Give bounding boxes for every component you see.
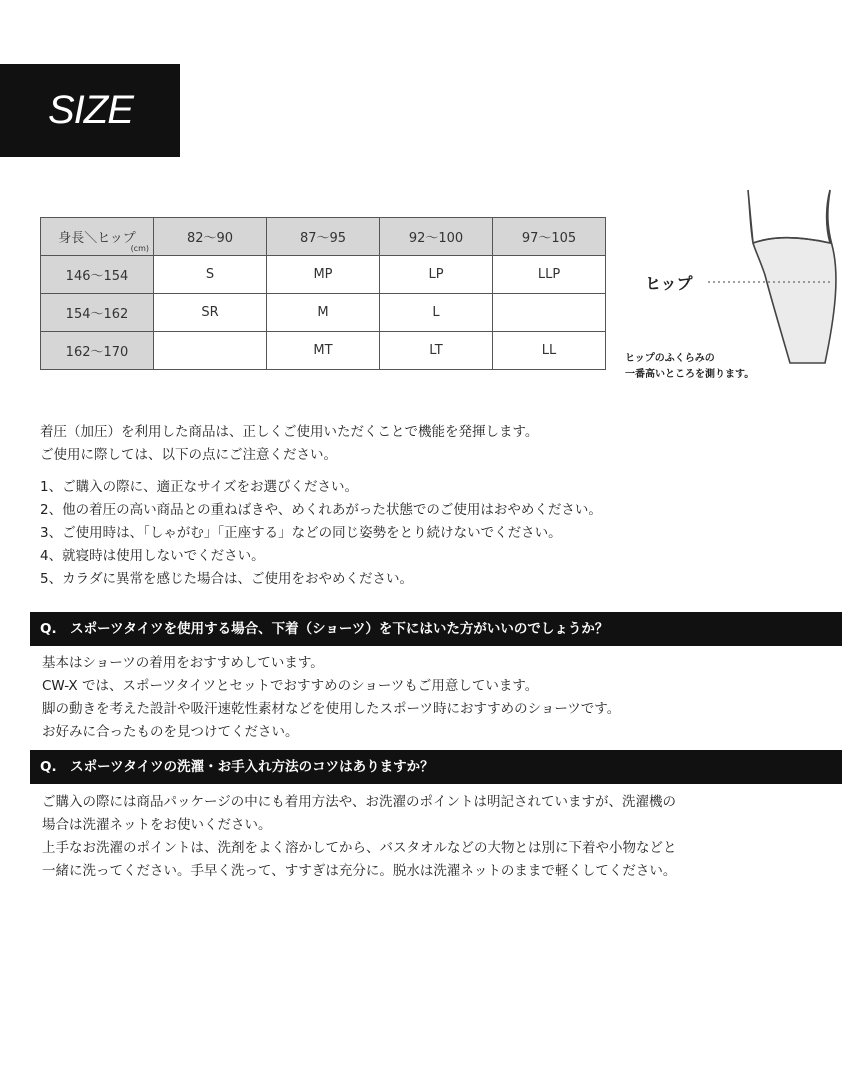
row-header: 146〜154 [41,256,154,294]
table-cell: LL [493,332,606,370]
tights-silhouette [748,190,836,363]
notes-item: 4、就寝時は使用しないでください。 [40,548,265,564]
notes-item: 1、ご購入の際に、適正なサイズをお選びください。 [40,479,359,495]
row-header: 154〜162 [41,294,154,332]
table-cell: LP [380,256,493,294]
row-header: 162〜170 [41,332,154,370]
table-row [41,332,606,370]
faq-answer [42,791,677,883]
hip-note-line: 一番高いところを測ります。 [625,369,755,380]
table-row [41,294,606,332]
column-header: 87〜95 [267,218,380,256]
table-cell: S [154,256,267,294]
table-cell: L [380,294,493,332]
notes-intro: ご使用に際しては、以下の点にご注意ください。 [40,447,337,463]
table-cell: LLP [493,256,606,294]
table-cell: MP [267,256,380,294]
hip-label: ヒップ [645,274,693,293]
notes-item: 3、ご使用時は、「しゃがむ」「正座する」などの同じ姿勢をとり続けないでください。 [40,525,562,541]
answer-line: 脚の動きを考えた設計や吸汗速乾性素材などを使用したスポーツ時におすすめのショーツです。 [42,701,621,717]
table-cell: SR [154,294,267,332]
answer-line: ご購入の際には商品パッケージの中にも着用方法や、お洗濯のポイントは明記されていますが、洗濯機の [42,794,676,810]
answer-line: 基本はショーツの着用をおすすめしています。 [42,655,324,671]
table-cell: M [267,294,380,332]
answer-line: 場合は洗濯ネットをお使いください。 [42,817,272,833]
table-cell: MT [267,332,380,370]
usage-notes [40,421,602,591]
faq-answer [42,652,620,744]
faq-question-bar: Q. スポーツタイツの洗濯・お手入れ方法のコツはありますか？ [30,750,842,784]
size-table [40,217,606,370]
table-header-row [41,218,606,256]
size-banner: SIZE [0,64,180,157]
answer-line: 上手なお洗濯のポイントは、洗剤をよく溶かしてから、バスタオルなどの大物とは別に下着や小物などと [42,840,677,856]
hip-measure-note [625,351,754,383]
corner-label: 身長＼ヒップ [58,231,136,246]
table-cell: LT [380,332,493,370]
notes-intro: 着圧（加圧）を利用した商品は、正しくご使用いただくことで機能を発揮します。 [40,424,539,440]
notes-item: 5、カラダに異常を感じた場合は、ご使用をおやめください。 [40,571,413,587]
column-header: 82〜90 [154,218,267,256]
answer-line: CW-X では、スポーツタイツとセットでおすすめのショーツもご用意しています。 [42,678,539,694]
hip-note-line: ヒップのふくらみの [625,353,715,364]
table-corner-cell [41,218,154,256]
corner-unit: (cm) [130,244,149,253]
table-cell [154,332,267,370]
column-header: 97〜105 [493,218,606,256]
answer-line: お好みに合ったものを見つけてください。 [42,724,299,740]
answer-line: 一緒に洗ってください。手早く洗って、すすぎは充分に。脱水は洗濯ネットのままで軽くしてください。 [42,863,677,879]
table-cell [493,294,606,332]
column-header: 92〜100 [380,218,493,256]
faq-question-bar: Q. スポーツタイツを使用する場合、下着（ショーツ）を下にはいた方がいいのでしょうか？ [30,612,842,646]
notes-item: 2、他の着圧の高い商品との重ねばきや、めくれあがった状態でのご使用はおやめください。 [40,502,602,518]
table-row [41,256,606,294]
